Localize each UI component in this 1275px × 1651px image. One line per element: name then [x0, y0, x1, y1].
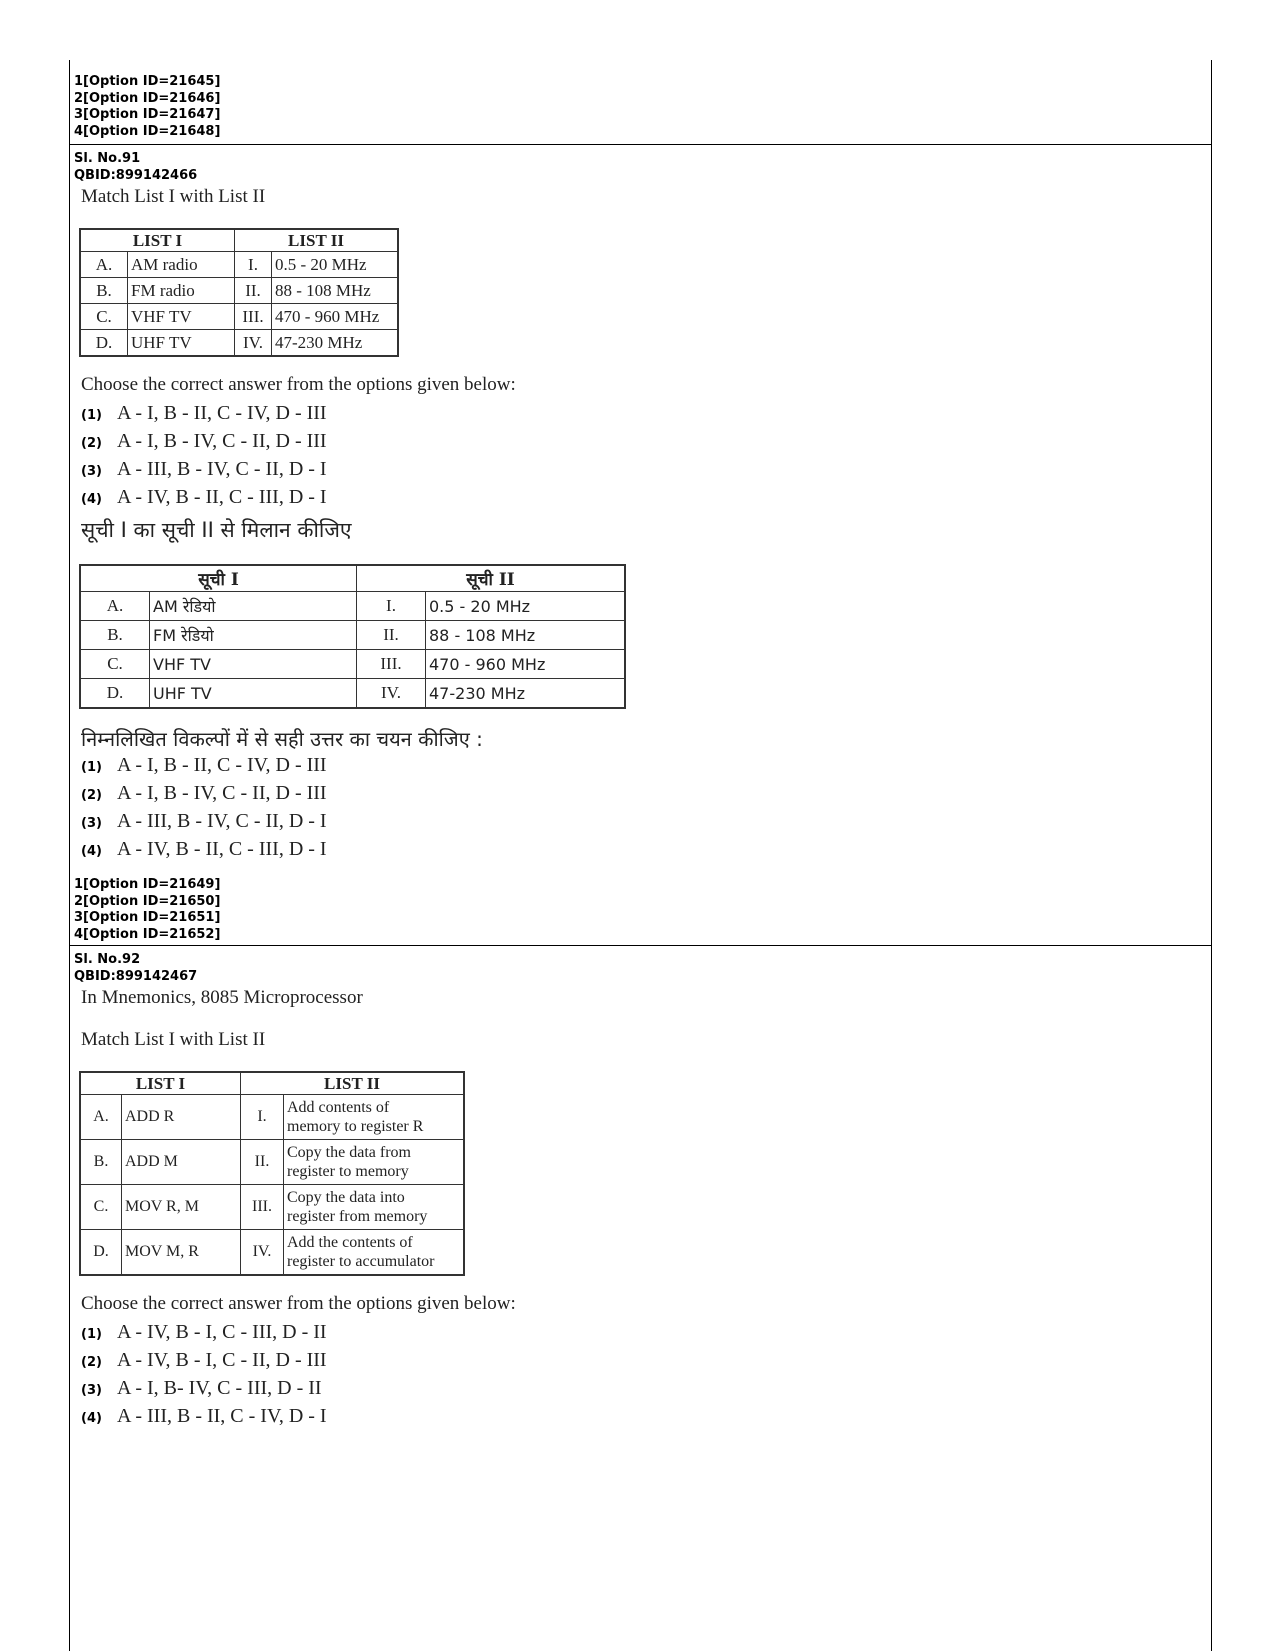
question-bank-id: QBID:899142467: [74, 968, 198, 984]
row-numeral: II.: [241, 1140, 284, 1185]
list-i-header: LIST I: [81, 230, 235, 252]
q91-option-id-list: [74, 877, 220, 943]
q91-choose-en: Choose the correct answer from the options given below:: [81, 374, 516, 395]
option-id: 3[Option ID=21647]: [74, 107, 221, 122]
option-id: 3[Option ID=21651]: [74, 910, 221, 925]
row-letter: A.: [81, 1095, 122, 1140]
q92-option-1-en: (1) A - IV, B - I, C - III, D - II: [81, 1321, 327, 1343]
row-letter: C.: [81, 650, 150, 679]
list-ii-item: 88 - 108 MHz: [272, 278, 398, 304]
list-i-item: UHF TV: [150, 679, 357, 708]
option-id: 2[Option ID=21650]: [74, 893, 221, 909]
question-divider: [69, 144, 1212, 145]
list-i-header: LIST I: [81, 1073, 241, 1095]
q92-option-3-en: (3) A - I, B- IV, C - III, D - II: [81, 1377, 322, 1399]
list-ii-item: 470 - 960 MHz: [272, 304, 398, 330]
row-numeral: IV.: [235, 330, 272, 356]
list-i-item: MOV R, M: [122, 1185, 241, 1230]
list-i-item: AM radio: [128, 252, 235, 278]
serial-number: Sl. No.92: [74, 952, 141, 967]
q92-intro: In Mnemonics, 8085 Microprocessor: [81, 987, 363, 1008]
q92-header: [74, 952, 197, 985]
row-letter: D.: [81, 1230, 122, 1275]
row-letter: B.: [81, 621, 150, 650]
list-ii-item: 470 - 960 MHz: [426, 650, 625, 679]
option-id: 1[Option ID=21649]: [74, 877, 221, 892]
list-ii-header: सूची II: [357, 566, 625, 592]
list-ii-item: 88 - 108 MHz: [426, 621, 625, 650]
question-bank-id: QBID:899142466: [74, 167, 198, 183]
list-i-item: FM radio: [128, 278, 235, 304]
question-divider: [69, 945, 1212, 946]
list-ii-item: Copy the data from register to memory: [284, 1140, 464, 1185]
q91-option-4-hi: (4) A - IV, B - II, C - III, D - I: [81, 838, 327, 860]
q92-option-4-en: (4) A - III, B - II, C - IV, D - I: [81, 1405, 327, 1427]
q91-option-3-en: (3) A - III, B - IV, C - II, D - I: [81, 458, 327, 480]
list-i-item: FM रेडियो: [150, 621, 357, 650]
q91-option-2-hi: (2) A - I, B - IV, C - II, D - III: [81, 782, 327, 804]
row-numeral: III.: [241, 1185, 284, 1230]
serial-number: Sl. No.91: [74, 151, 141, 166]
row-letter: A.: [81, 252, 128, 278]
list-ii-header: LIST II: [235, 230, 398, 252]
list-ii-item: Copy the data into register from memory: [284, 1185, 464, 1230]
list-ii-item: 47-230 MHz: [426, 679, 625, 708]
q91-option-2-en: (2) A - I, B - IV, C - II, D - III: [81, 430, 327, 452]
q91-header: [74, 151, 197, 184]
page-right-border: [1211, 60, 1212, 1651]
list-i-item: ADD R: [122, 1095, 241, 1140]
list-i-item: MOV M, R: [122, 1230, 241, 1275]
row-numeral: IV.: [241, 1230, 284, 1275]
row-numeral: I.: [241, 1095, 284, 1140]
q91-match-table-hi: [80, 565, 625, 708]
option-id: 2[Option ID=21646]: [74, 90, 221, 106]
list-ii-item: Add the contents of register to accumulator: [284, 1230, 464, 1275]
option-id: 1[Option ID=21645]: [74, 74, 221, 89]
q91-choose-hi: निम्नलिखित विकल्पों में से सही उत्तर का चयन कीजिए :: [81, 727, 483, 751]
row-numeral: IV.: [357, 679, 426, 708]
list-ii-item: 47-230 MHz: [272, 330, 398, 356]
row-letter: A.: [81, 592, 150, 621]
row-numeral: I.: [357, 592, 426, 621]
q91-prompt-hi: सूची I का सूची II से मिलान कीजिए: [81, 518, 352, 542]
list-i-item: VHF TV: [128, 304, 235, 330]
row-letter: C.: [81, 1185, 122, 1230]
q91-prompt-en: Match List I with List II: [81, 186, 266, 207]
page-left-border: [69, 60, 70, 1651]
list-i-header: सूची I: [81, 566, 357, 592]
row-letter: C.: [81, 304, 128, 330]
row-letter: B.: [81, 1140, 122, 1185]
q92-prompt-en: Match List I with List II: [81, 1029, 266, 1050]
q91-option-4-en: (4) A - IV, B - II, C - III, D - I: [81, 486, 327, 508]
row-numeral: I.: [235, 252, 272, 278]
q92-choose-en: Choose the correct answer from the options given below:: [81, 1293, 516, 1314]
row-numeral: II.: [235, 278, 272, 304]
option-id: 4[Option ID=21648]: [74, 123, 221, 139]
row-numeral: II.: [357, 621, 426, 650]
list-ii-item: Add contents of memory to register R: [284, 1095, 464, 1140]
row-letter: D.: [81, 330, 128, 356]
list-ii-item: 0.5 - 20 MHz: [426, 592, 625, 621]
q91-match-table-en: [80, 229, 398, 356]
row-letter: B.: [81, 278, 128, 304]
option-id: 4[Option ID=21652]: [74, 926, 221, 942]
row-letter: D.: [81, 679, 150, 708]
row-numeral: III.: [235, 304, 272, 330]
row-numeral: III.: [357, 650, 426, 679]
previous-option-id-list: [74, 74, 220, 140]
list-i-item: AM रेडियो: [150, 592, 357, 621]
q91-option-1-en: (1) A - I, B - II, C - IV, D - III: [81, 402, 327, 424]
list-i-item: VHF TV: [150, 650, 357, 679]
q91-option-3-hi: (3) A - III, B - IV, C - II, D - I: [81, 810, 327, 832]
list-ii-header: LIST II: [241, 1073, 464, 1095]
q92-option-2-en: (2) A - IV, B - I, C - II, D - III: [81, 1349, 327, 1371]
q92-match-table-en: [80, 1072, 464, 1275]
list-i-item: UHF TV: [128, 330, 235, 356]
q91-option-1-hi: (1) A - I, B - II, C - IV, D - III: [81, 754, 327, 776]
list-ii-item: 0.5 - 20 MHz: [272, 252, 398, 278]
list-i-item: ADD M: [122, 1140, 241, 1185]
